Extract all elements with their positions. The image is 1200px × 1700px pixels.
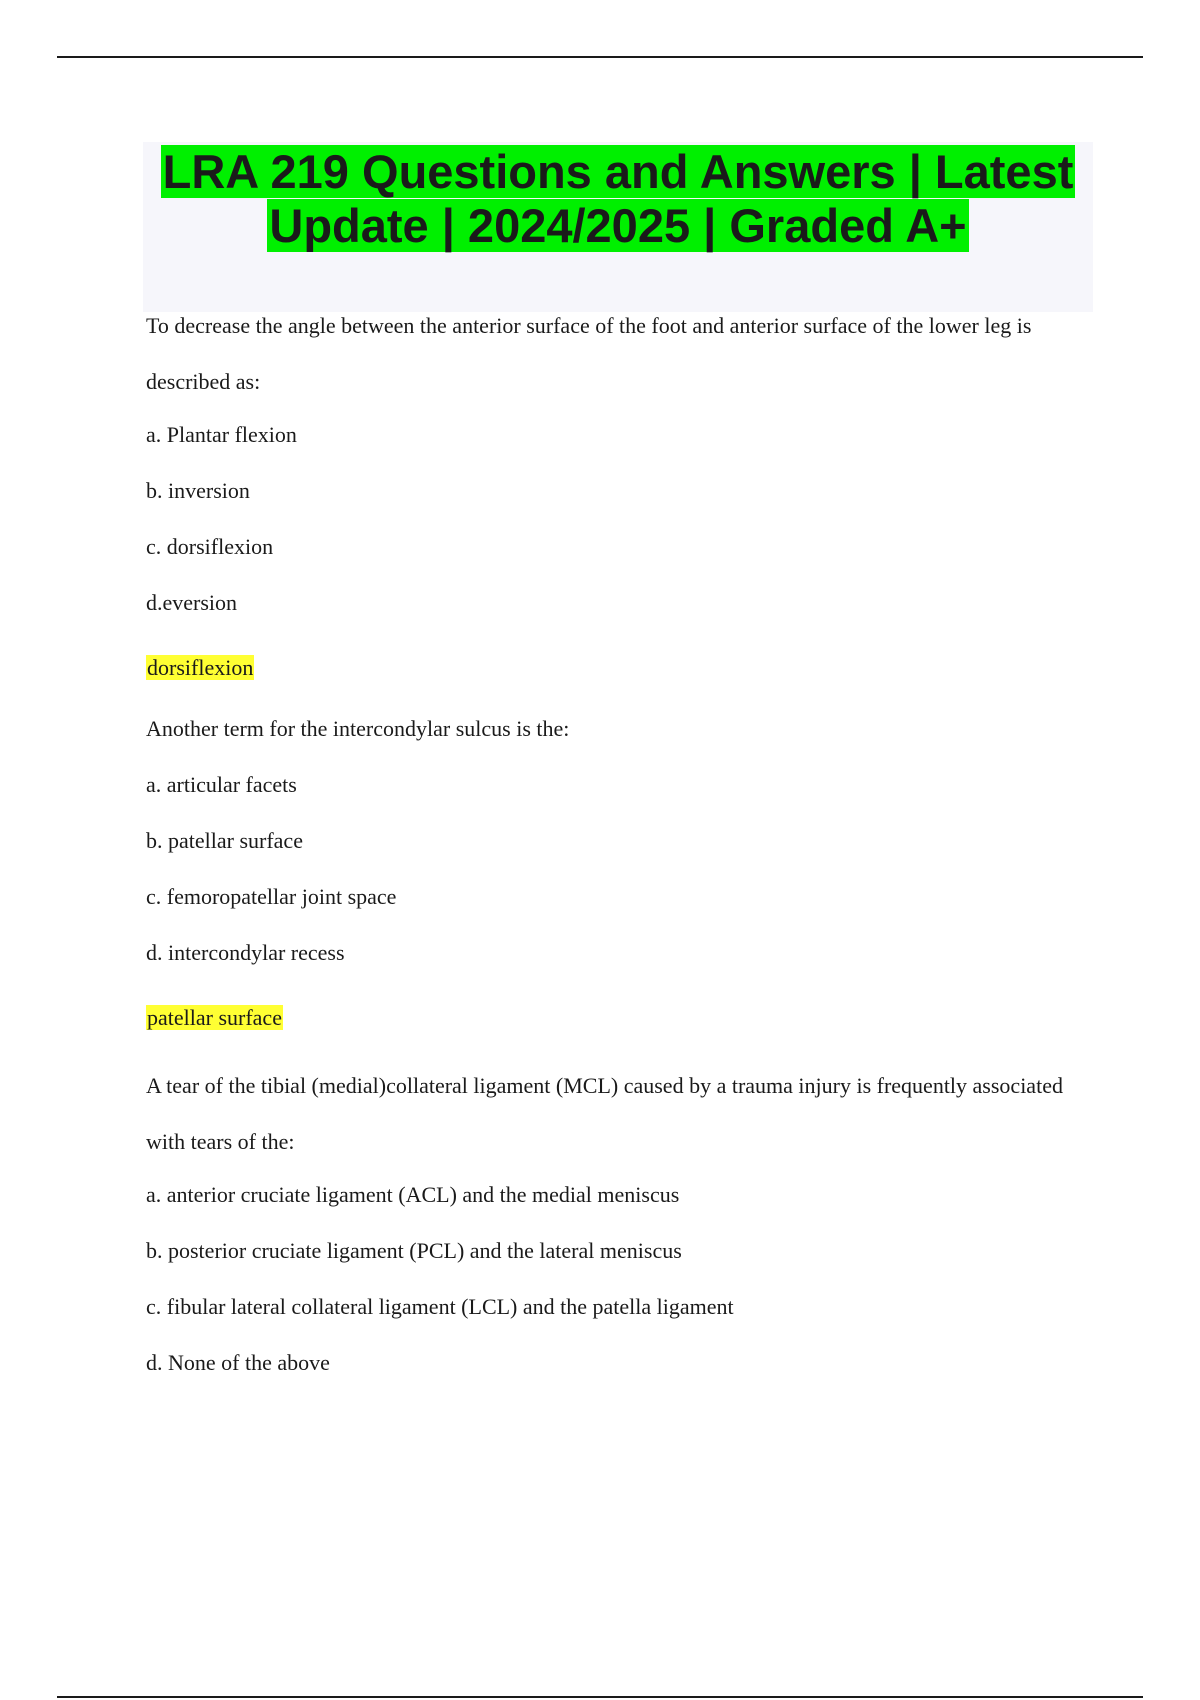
answer-line — [146, 1004, 1076, 1032]
question-2 — [146, 718, 1076, 1032]
option-d: d. intercondylar recess — [146, 940, 345, 965]
answer-highlight: dorsiflexion — [147, 655, 254, 680]
question-1 — [146, 298, 1076, 682]
title-line-2: Update | 2024/2025 | Graded A+ — [269, 199, 967, 252]
option-b: b. inversion — [146, 478, 250, 503]
question-stem: To decrease the angle between the anterior surface of the foot and anterior surface of the lower leg is described as: — [146, 313, 1032, 394]
document-title — [143, 145, 1093, 253]
option-a: a. anterior cruciate ligament (ACL) and the medial meniscus — [146, 1182, 680, 1207]
option-d: d. None of the above — [146, 1350, 330, 1375]
question-3 — [146, 1058, 1076, 1374]
question-stem: Another term for the intercondylar sulcus is the: — [146, 716, 570, 741]
answer-line — [146, 654, 1076, 682]
bottom-rule — [57, 1696, 1143, 1698]
option-a: a. articular facets — [146, 772, 297, 797]
question-list — [146, 298, 1076, 1408]
option-b: b. patellar surface — [146, 828, 303, 853]
option-c: c. dorsiflexion — [146, 534, 274, 559]
title-line-1: LRA 219 Questions and Answers | Latest — [162, 145, 1074, 198]
top-rule — [57, 56, 1143, 58]
question-stem: A tear of the tibial (medial)collateral ligament (MCL) caused by a trauma injury is frequently associated with tears of the: — [146, 1073, 1063, 1154]
option-c: c. femoropatellar joint space — [146, 884, 397, 909]
option-b: b. posterior cruciate ligament (PCL) and the lateral meniscus — [146, 1238, 682, 1263]
answer-highlight: patellar surface — [147, 1005, 282, 1030]
option-c: c. fibular lateral collateral ligament (LCL) and the patella ligament — [146, 1294, 734, 1319]
option-d: d.eversion — [146, 590, 238, 615]
option-a: a. Plantar flexion — [146, 422, 297, 447]
